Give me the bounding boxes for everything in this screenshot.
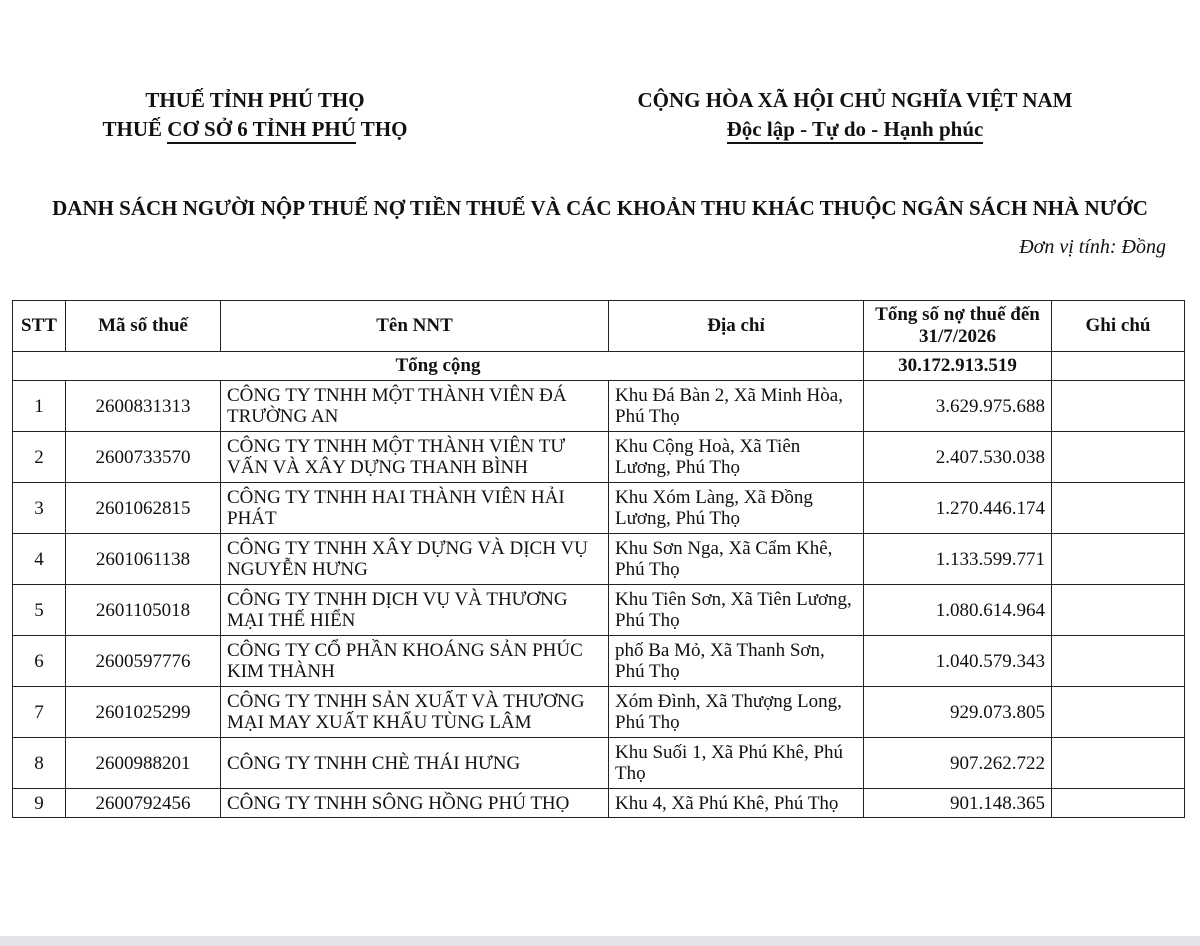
header-tax-code: Mã số thuế [66, 301, 221, 352]
stt-cell: 5 [13, 585, 66, 636]
table-header-row [13, 301, 1185, 352]
table-row [13, 687, 1185, 738]
taxpayer-name-cell: CÔNG TY TNHH HAI THÀNH VIÊN HẢI PHÁT [221, 483, 609, 534]
header-debt: Tổng số nợ thuế đến 31/7/2026 [864, 301, 1052, 352]
table-row [13, 534, 1185, 585]
total-note [1052, 352, 1185, 381]
stt-cell: 7 [13, 687, 66, 738]
unit-note: Đơn vị tính: Đồng [1019, 236, 1166, 258]
tax-code-cell: 2601061138 [66, 534, 221, 585]
tax-code-cell: 2601105018 [66, 585, 221, 636]
taxpayer-name-cell: CÔNG TY TNHH MỘT THÀNH VIÊN TƯ VẤN VÀ XÂY DỰNG THANH BÌNH [221, 432, 609, 483]
tax-code-cell: 2600792456 [66, 789, 221, 818]
national-title: CỘNG HÒA XÃ HỘI CHỦ NGHĨA VIỆT NAM [637, 88, 1073, 112]
table-row [13, 738, 1185, 789]
stt-cell: 6 [13, 636, 66, 687]
debt-amount-cell: 1.080.614.964 [864, 585, 1052, 636]
total-row [13, 352, 1185, 381]
debt-amount-cell: 929.073.805 [864, 687, 1052, 738]
debt-amount-cell: 1.270.446.174 [864, 483, 1052, 534]
bottom-band [0, 936, 1200, 946]
taxpayer-name-cell: CÔNG TY TNHH CHÈ THÁI HƯNG [221, 738, 609, 789]
address-cell: Khu Đá Bàn 2, Xã Minh Hòa, Phú Thọ [609, 381, 864, 432]
address-cell: Khu Suối 1, Xã Phú Khê, Phú Thọ [609, 738, 864, 789]
tax-code-cell: 2601025299 [66, 687, 221, 738]
debt-amount-cell: 2.407.530.038 [864, 432, 1052, 483]
stt-cell: 2 [13, 432, 66, 483]
tax-code-cell: 2600831313 [66, 381, 221, 432]
taxpayer-name-cell: CÔNG TY TNHH SÔNG HỒNG PHÚ THỌ [221, 789, 609, 818]
tax-code-cell: 2600988201 [66, 738, 221, 789]
table-row [13, 585, 1185, 636]
note-cell [1052, 585, 1185, 636]
note-cell [1052, 636, 1185, 687]
tax-code-cell: 2600733570 [66, 432, 221, 483]
table-row [13, 789, 1185, 818]
taxpayer-name-cell: CÔNG TY TNHH XÂY DỰNG VÀ DỊCH VỤ NGUYỄN HƯNG [221, 534, 609, 585]
taxpayer-name-cell: CÔNG TY TNHH MỘT THÀNH VIÊN ĐÁ TRƯỜNG AN [221, 381, 609, 432]
stt-cell: 9 [13, 789, 66, 818]
stt-cell: 1 [13, 381, 66, 432]
taxpayer-name-cell: CÔNG TY CỔ PHẦN KHOÁNG SẢN PHÚC KIM THÀNH [221, 636, 609, 687]
address-cell: Khu Cộng Hoà, Xã Tiên Lương, Phú Thọ [609, 432, 864, 483]
table-row [13, 381, 1185, 432]
total-amount: 30.172.913.519 [864, 352, 1052, 381]
national-header [600, 86, 1110, 144]
national-motto: Độc lập - Tự do - Hạnh phúc [600, 115, 1110, 144]
header-address: Địa chỉ [609, 301, 864, 352]
note-cell [1052, 483, 1185, 534]
debt-amount-cell: 1.040.579.343 [864, 636, 1052, 687]
debt-amount-cell: 3.629.975.688 [864, 381, 1052, 432]
address-cell: Xóm Đình, Xã Thượng Long, Phú Thọ [609, 687, 864, 738]
table-row [13, 483, 1185, 534]
address-cell: Khu Tiên Sơn, Xã Tiên Lương, Phú Thọ [609, 585, 864, 636]
issuing-authority [60, 86, 450, 144]
header-stt: STT [13, 301, 66, 352]
note-cell [1052, 687, 1185, 738]
document-title: DANH SÁCH NGƯỜI NỘP THUẾ NỢ TIỀN THUẾ VÀ CÁC KHOẢN THU KHÁC THUỘC NGÂN SÁCH NHÀ NƯỚC [52, 196, 1148, 220]
note-cell [1052, 534, 1185, 585]
header-name: Tên NNT [221, 301, 609, 352]
authority-line-1: THUẾ TỈNH PHÚ THỌ [145, 88, 365, 112]
table-row [13, 432, 1185, 483]
tax-code-cell: 2600597776 [66, 636, 221, 687]
note-cell [1052, 738, 1185, 789]
address-cell: Khu 4, Xã Phú Khê, Phú Thọ [609, 789, 864, 818]
taxpayer-name-cell: CÔNG TY TNHH DỊCH VỤ VÀ THƯƠNG MẠI THẾ HIỂN [221, 585, 609, 636]
note-cell [1052, 432, 1185, 483]
debt-amount-cell: 901.148.365 [864, 789, 1052, 818]
note-cell [1052, 789, 1185, 818]
address-cell: phố Ba Mỏ, Xã Thanh Sơn, Phú Thọ [609, 636, 864, 687]
table-row [13, 636, 1185, 687]
note-cell [1052, 381, 1185, 432]
stt-cell: 3 [13, 483, 66, 534]
tax-debt-table [12, 300, 1185, 818]
stt-cell: 8 [13, 738, 66, 789]
total-label: Tổng cộng [13, 352, 864, 381]
debt-amount-cell: 1.133.599.771 [864, 534, 1052, 585]
address-cell: Khu Sơn Nga, Xã Cẩm Khê, Phú Thọ [609, 534, 864, 585]
debt-amount-cell: 907.262.722 [864, 738, 1052, 789]
authority-line-2: THUẾ CƠ SỞ 6 TỈNH PHÚ THỌ [60, 115, 450, 144]
stt-cell: 4 [13, 534, 66, 585]
header-note: Ghi chú [1052, 301, 1185, 352]
taxpayer-name-cell: CÔNG TY TNHH SẢN XUẤT VÀ THƯƠNG MẠI MAY XUẤT KHẨU TÙNG LÂM [221, 687, 609, 738]
tax-code-cell: 2601062815 [66, 483, 221, 534]
address-cell: Khu Xóm Làng, Xã Đồng Lương, Phú Thọ [609, 483, 864, 534]
